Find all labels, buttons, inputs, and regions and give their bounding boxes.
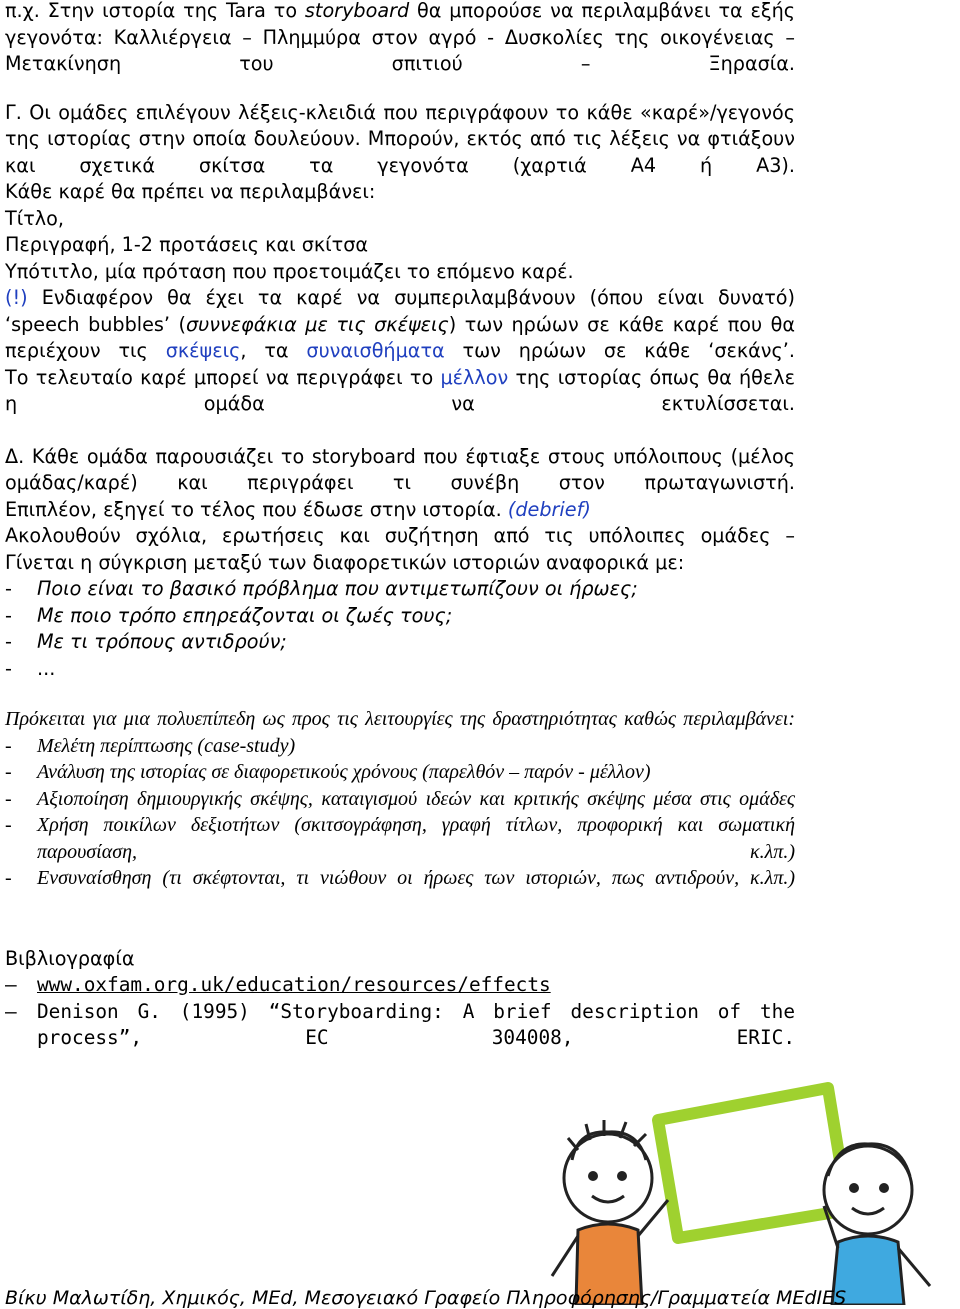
activity-text: Αξιοποίηση δημιουργικής σκέψης, καταιγισμού ιδεών και κριτικής σκέψης μέσα στις ομάδες [37, 787, 795, 810]
para3-bubbles-italic: συννεφάκια με τις σκέψεις [185, 312, 449, 336]
para-speech-bubbles [5, 285, 795, 365]
line-subtitle: Υπότιτλο, μία πρόταση που προετοιμάζει το επόμενο καρέ. [5, 259, 574, 283]
para1-story-word: storyboard [304, 0, 410, 22]
word-future: μέλλον [440, 365, 509, 389]
para3-t3: , τα [240, 339, 307, 362]
activity-text: Ενσυναίσθηση (τι σκέφτονται, τι νιώθουν οι ήρωες των ιστοριών, πως αντιδρούν, κ.λπ.) [37, 867, 795, 889]
bibliography-item: – Denison G. (1995) “Storyboarding: A brief description of the process”, EC 304008, ERIC. [5, 999, 795, 1052]
para-presentation: Δ. Κάθε ομάδα παρουσιάζει το storyboard που έφτιαξε στους υπόλοιπους (μέλος ομάδας/καρέ) και περιγράφει τι συνέβη στον πρωταγωνιστή. [5, 444, 795, 494]
oxfam-link[interactable]: www.oxfam.org.uk/education/resources/effects [37, 973, 551, 996]
list-item: - Ανάλυση της ιστορίας σε διαφορετικούς χρόνους (παρελθόν – παρόν - μέλλον) [5, 759, 795, 786]
question-text: Με ποιο τρόπο επηρεάζονται οι ζωές τους; [37, 603, 453, 627]
picture-frame [658, 1088, 848, 1238]
para3-t5: Το τελευταίο καρέ μπορεί να περιγράφει το [5, 365, 441, 389]
para-last-frame [5, 365, 795, 418]
activity-text: Χρήση ποικίλων δεξιοτήτων (σκιτσογράφηση, γραφή τίτλων, προφορική και σωματική παρουσίαση, κ.λπ.) [37, 814, 795, 863]
question-list [5, 576, 795, 682]
kid-orange [552, 1120, 668, 1305]
spacer [5, 892, 795, 946]
word-thoughts: σκέψεις [165, 339, 241, 362]
para3-t1: Ενδιαφέρον θα έχει τα καρέ να συμπεριλαμβάνουν (όπου είναι δυνατό) ‘speech bubbles’ ( [5, 286, 795, 336]
para1-rest: θα μπορούσε να περιλαμβάνει τα εξής γεγονότα: Καλλιέργεια – Πλημμύρα στον αγρό - Δυσκολίες της οικογένειας – Μετακίνηση του σπιτιού – Ξηρασία. [5, 0, 795, 75]
line-desc: Περιγραφή, 1-2 προτάσεις και σκίτσα [5, 233, 369, 256]
exclaim-mark: (!) [5, 286, 28, 309]
kids-with-frame-illustration [538, 1080, 958, 1305]
activity-text: Ανάλυση της ιστορίας σε διαφορετικούς χρόνους (παρελθόν – παρόν - μέλλον) [37, 761, 651, 783]
document-page [5, 0, 795, 1052]
activity-text: Μελέτη περίπτωσης (case-study) [37, 734, 296, 757]
debrief-tag: (debrief) [507, 497, 591, 521]
para-keywords: Γ. Οι ομάδες επιλέγουν λέξεις-κλειδιά που περιγράφουν το κάθε «καρέ»/γεγονός της ιστορίας στην οποία δουλεύουν. Μπορούν, εκτός από τις λέξεις να φτιάξουν και σχετικά σκίτσα τα γεγονότα (χαρτιά Α4 ή Α3). [5, 100, 795, 177]
list-item: - Με τι τρόπους αντιδρούν; [5, 629, 795, 656]
spacer [5, 682, 795, 706]
line-include: Κάθε καρέ θα πρέπει να περιλαμβάνει: [5, 180, 376, 203]
line-comparison: Γίνεται η σύγκριση μεταξύ των διαφορετικών ιστοριών αναφορικά με: [5, 550, 685, 574]
line-comments: Ακολουθούν σχόλια, ερωτήσεις και συζήτηση από τις υπόλοιπες ομάδες – [5, 524, 795, 547]
bibliography-heading: Βιβλιογραφία [5, 946, 135, 970]
question-text: ... [37, 656, 56, 680]
footer-author: Βίκυ Μαλωτίδη, Χημικός, MEd, Μεσογειακό Γραφείο Πληροφόρησης/Γραμματεία MEdIES [5, 1287, 847, 1309]
activity-list [5, 733, 795, 892]
list-item: - Με ποιο τρόπο επηρεάζονται οι ζωές τους; [5, 603, 795, 630]
bibliography-item: – www.oxfam.org.uk/education/resources/effects [5, 972, 795, 999]
spacer [5, 418, 795, 444]
para-multilevel: Πρόκειται για μια πολυεπίπεδη ως προς τις λειτουργίες της δραστηριότητας καθώς περιλαμβάνει: [5, 708, 795, 730]
list-item: - Αξιοποίηση δημιουργικής σκέψης, καταιγισμού ιδεών και κριτικής σκέψης μέσα στις ομάδες [5, 786, 795, 813]
line-title: Τίτλο, [5, 206, 64, 230]
list-item: - Χρήση ποικίλων δεξιοτήτων (σκιτσογράφηση, γραφή τίτλων, προφορική και σωματική παρουσίαση, κ.λπ.) [5, 812, 795, 865]
list-item: - Μελέτη περίπτωσης (case-study) [5, 733, 795, 760]
line-ending-text: Επιπλέον, εξηγεί το τέλος που έδωσε στην ιστορία. [5, 497, 508, 521]
para-storyboard-example [5, 0, 795, 78]
line-ending [5, 497, 795, 524]
para1-lead: π.χ. Στην ιστορία της Tara το [5, 0, 305, 22]
question-text: Ποιο είναι το βασικό πρόβλημα που αντιμετωπίζουν οι ήρωες; [37, 577, 638, 600]
denison-reference: Denison G. (1995) “Storyboarding: A brief description of the process”, EC 304008, ERIC. [37, 999, 795, 1049]
list-item: - ... [5, 656, 795, 683]
list-item: - Ποιο είναι το βασικό πρόβλημα που αντιμετωπίζουν οι ήρωες; [5, 576, 795, 603]
para3-t6: της ιστορίας όπως θα ήθελε η ομάδα να εκτυλίσσεται. [5, 365, 795, 415]
kid-blue [824, 1144, 930, 1305]
word-feelings: συναισθήματα [306, 339, 445, 362]
question-text: Με τι τρόπους αντιδρούν; [37, 630, 287, 653]
para3-t4: των ηρώων σε κάθε ‘σεκάνς’. [444, 339, 795, 362]
para3-t2: ) των ηρώων σε κάθε καρέ που θα περιέχουν τις [5, 312, 795, 362]
list-item: - Ενσυναίσθηση (τι σκέφτονται, τι νιώθουν οι ήρωες των ιστοριών, πως αντιδρούν, κ.λπ.) [5, 865, 795, 892]
